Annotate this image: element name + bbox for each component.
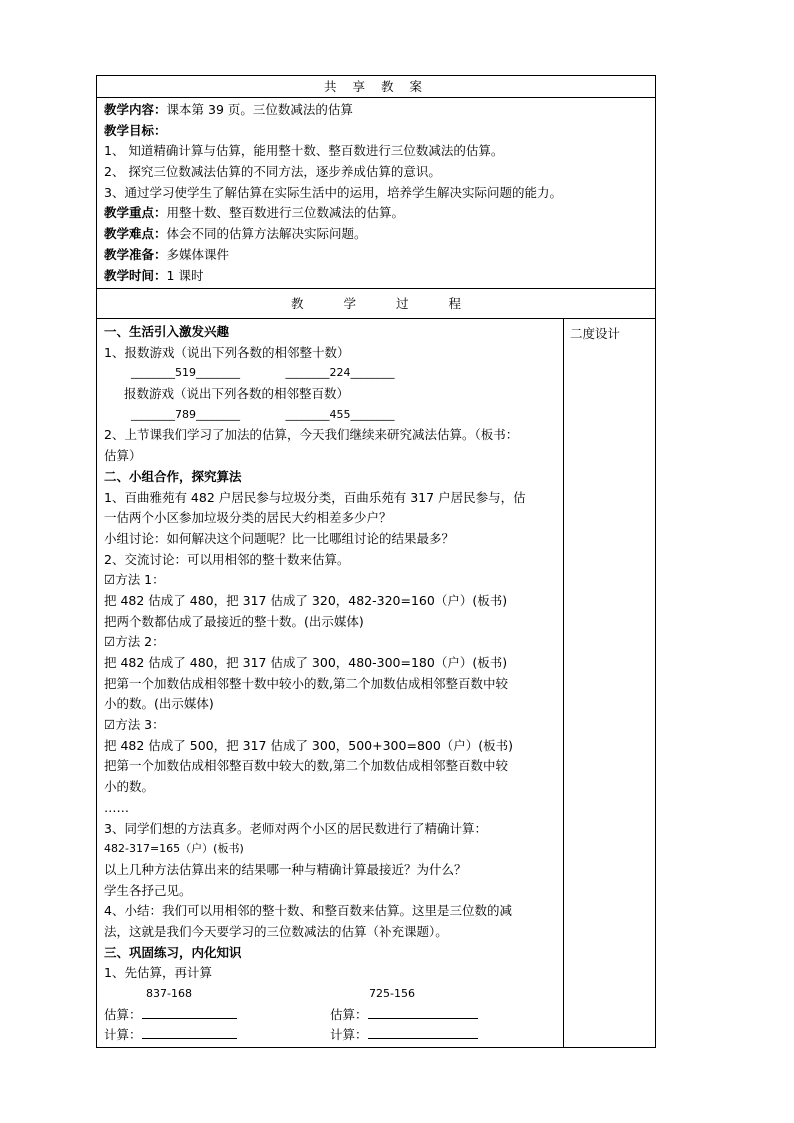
number-789: 789 bbox=[175, 407, 196, 421]
estimate-blank-2[interactable] bbox=[368, 1006, 478, 1019]
expression-2: 725-156 bbox=[369, 987, 415, 1000]
text-line: 1、先估算，再计算 bbox=[104, 965, 212, 981]
text-line: 小的数。(出示媒体) bbox=[104, 696, 214, 712]
method-1-title: ☑方法 1： bbox=[104, 572, 165, 588]
text-line: 把 482 估成了 500，把 317 估成了 300，500+300=800（户）(板书) bbox=[104, 737, 514, 753]
number-224: 224 bbox=[329, 366, 351, 380]
section-3-title: 三、巩固练习，内化知识 bbox=[104, 944, 242, 960]
method-2-title: ☑方法 2： bbox=[104, 634, 165, 650]
time-line bbox=[104, 266, 648, 287]
text-line: 法，这就是我们今天要学习的三位数减法的估算（补充课题）。 bbox=[104, 923, 448, 939]
time-value: 1 课时 bbox=[166, 267, 204, 283]
text-line: 小的数。 bbox=[104, 779, 155, 795]
expression-row bbox=[104, 984, 556, 1005]
difficulty-value: 体会不同的估算方法解决实际问题。 bbox=[166, 226, 367, 242]
secondary-design-column bbox=[564, 319, 655, 1047]
method-3-title: ☑方法 3： bbox=[104, 717, 165, 733]
prep-label: 教学准备： bbox=[104, 246, 167, 262]
section-2-title: 二、小组合作，探究算法 bbox=[104, 468, 242, 484]
text-line: 1、报数游戏（说出下列各数的相邻整十数） bbox=[104, 344, 350, 360]
key-value: 用整十数、整百数进行三位数减法的估算。 bbox=[166, 205, 405, 221]
section-1-title: 一、生活引入激发兴趣 bbox=[104, 324, 230, 339]
text-line: 以上几种方法估算出来的结果哪一种与精确计算最接近？为什么？ bbox=[104, 861, 467, 877]
sheet-title: 共 享 教 案 bbox=[96, 75, 656, 97]
estimate-label: 估算： bbox=[330, 1006, 368, 1022]
text-line: 2、交流讨论：可以用相邻的整十数来估算。 bbox=[104, 551, 350, 567]
difficulty-line bbox=[104, 224, 648, 245]
expression-1: 837-168 bbox=[146, 987, 192, 1000]
text-line: 估算） bbox=[104, 448, 142, 464]
text-line: 把第一个加数估成相邻整百数中较大的数,第二个加数估成相邻整百数中较 bbox=[104, 758, 508, 774]
text-line: 一估两个小区参加垃圾分类的居民大约相差多少户？ bbox=[104, 510, 392, 526]
goal-item: 3、通过学习使学生了解估算在实际生活中的运用，培养学生解决实际问题的能力。 bbox=[104, 184, 562, 200]
goals-label: 教学目标： bbox=[104, 122, 167, 138]
calculation-blank-2[interactable] bbox=[368, 1026, 478, 1039]
estimate-blank-1[interactable] bbox=[142, 1006, 237, 1019]
calculation-label: 计算： bbox=[330, 1027, 368, 1043]
process-header-char: 过 bbox=[395, 296, 409, 311]
time-label: 教学时间： bbox=[104, 267, 167, 283]
lesson-plan-sheet bbox=[96, 75, 656, 1048]
content-line bbox=[104, 100, 648, 121]
process-body bbox=[96, 318, 656, 1048]
goal-item: 1、 知道精确计算与估算，能用整十数、整百数进行三位数减法的估算。 bbox=[104, 143, 504, 159]
prep-value: 多媒体课件 bbox=[166, 246, 230, 262]
text-line: 482-317=165（户）(板书) bbox=[104, 842, 244, 856]
process-content bbox=[97, 319, 564, 1047]
text-line: 报数游戏（说出下列各数的相邻整百数） bbox=[124, 386, 350, 402]
text-line: 4、小结：我们可以用相邻的整十数、和整百数来估算。这里是三位数的减 bbox=[104, 903, 512, 919]
text-line: 3、同学们想的方法真多。老师对两个小区的居民数进行了精确计算： bbox=[104, 820, 487, 836]
text-line: 把 482 估成了 480，把 317 估成了 320，482-320=160（户）(板书) bbox=[104, 592, 508, 608]
number-blanks-row: ________789________ ________455________ bbox=[131, 407, 395, 421]
calculation-blank-1[interactable] bbox=[142, 1026, 237, 1039]
text-line: 学生各抒己见。 bbox=[104, 882, 192, 898]
process-header-char: 学 bbox=[343, 296, 356, 311]
key-line bbox=[104, 203, 648, 224]
ellipsis: …… bbox=[104, 799, 129, 815]
text-line: 把两个数都估成了最接近的整十数。(出示媒体) bbox=[104, 613, 364, 629]
calculation-label: 计算： bbox=[104, 1027, 142, 1043]
text-line: 把 482 估成了 480，把 317 估成了 300，480-300=180（户）(板书) bbox=[104, 655, 508, 670]
secondary-design-header: 二度设计 bbox=[570, 326, 621, 341]
process-header bbox=[96, 288, 656, 318]
number-blanks-row: ________519________ ________224________ bbox=[131, 366, 395, 380]
difficulty-label: 教学难点： bbox=[104, 226, 167, 242]
number-455: 455 bbox=[329, 407, 351, 421]
estimate-label: 估算： bbox=[104, 1006, 142, 1022]
content-label: 教学内容： bbox=[104, 102, 167, 117]
text-line: 1、百曲雅苑有 482 户居民参与垃圾分类，百曲乐苑有 317 户居民参与，估 bbox=[104, 489, 526, 505]
prep-line bbox=[104, 245, 648, 266]
number-519: 519 bbox=[175, 366, 196, 380]
estimate-row bbox=[104, 1005, 556, 1026]
text-line: 2、上节课我们学习了加法的估算，今天我们继续来研究减法估算。（板书： bbox=[104, 427, 519, 443]
key-label: 教学重点： bbox=[104, 205, 167, 221]
process-header-char: 教 bbox=[290, 296, 304, 311]
lesson-info-block bbox=[96, 97, 656, 288]
text-line: 把第一个加数估成相邻整十数中较小的数,第二个加数估成相邻整百数中较 bbox=[104, 675, 508, 691]
goal-item: 2、 探究三位数减法估算的不同方法，逐步养成估算的意识。 bbox=[104, 164, 441, 180]
text-line: 小组讨论：如何解决这个问题呢？比一比哪组讨论的结果最多？ bbox=[104, 530, 455, 546]
process-header-char: 程 bbox=[448, 296, 461, 311]
content-value: 课本第 39 页。三位数减法的估算 bbox=[166, 102, 353, 117]
calculation-row bbox=[104, 1025, 556, 1046]
